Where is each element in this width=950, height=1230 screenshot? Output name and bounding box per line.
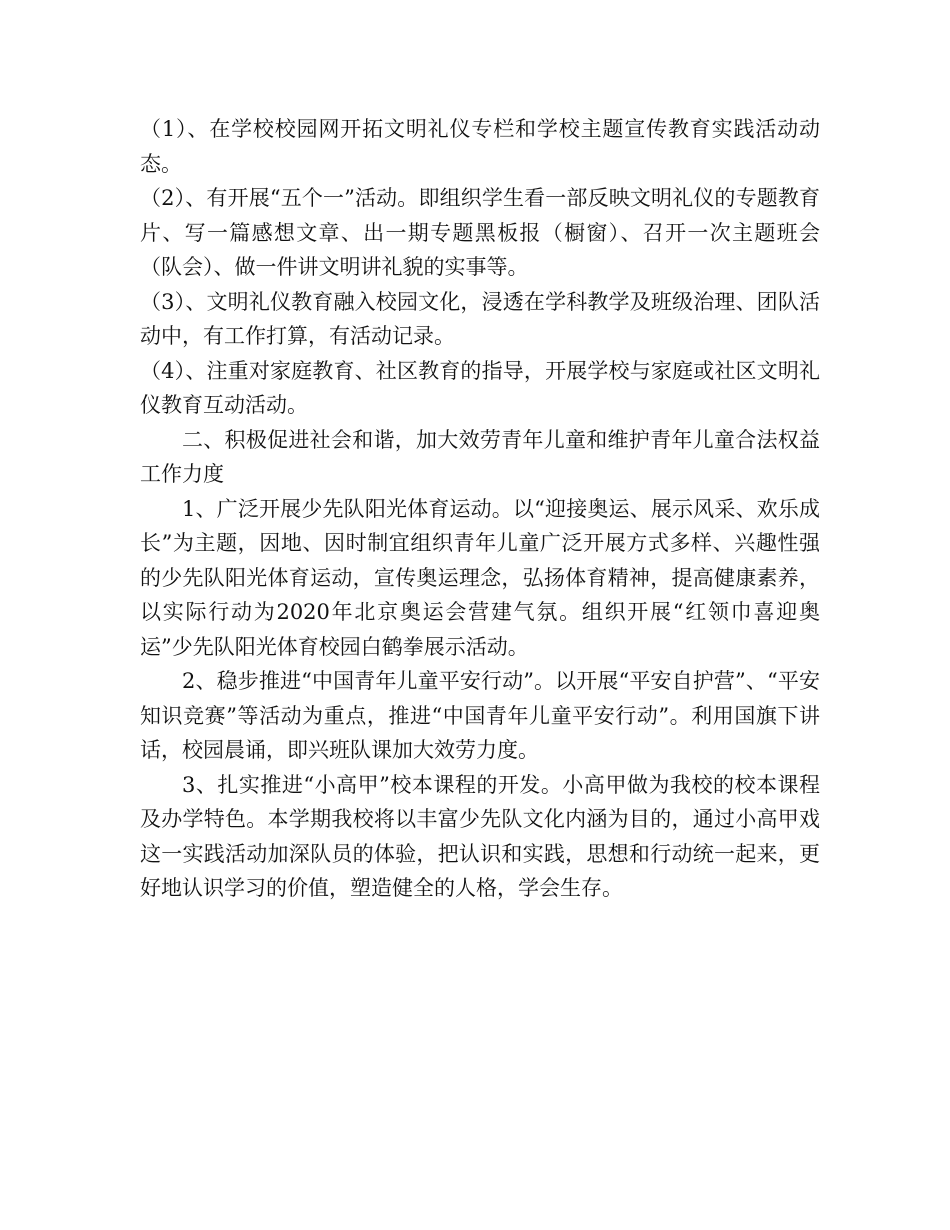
- paragraph-item-2: （2）、有开展“五个一”活动。即组织学生看一部反映文明礼仪的专题教育片、写一篇感想文章、出一期专题黑板报（橱窗）、召开一次主题班会（队会）、做一件讲文明讲礼貌的实事等。: [140, 186, 820, 279]
- paragraph-section-2-3: 3、扎实推进“小高甲”校本课程的开发。小高甲做为我校的校本课程及办学特色。本学期我校将以丰富少先队文化内涵为目的，通过小高甲戏这一实践活动加深队员的体验，把认识和实践，思想和行动统一起来，更好地认识学习的价值，塑造健全的人格，学会生存。: [140, 772, 820, 900]
- section-heading-2: 二、积极促进社会和谐，加大效劳青年儿童和维护青年儿童合法权益工作力度: [140, 427, 820, 486]
- paragraph-section-2-1: 1、广泛开展少先队阳光体育运动。以“迎接奥运、展示风采、欢乐成长”为主题，因地、因时制宜组织青年儿童广泛开展方式多样、兴趣性强的少先队阳光体育运动，宣传奥运理念，弘扬体育精神，提高健康素养，以实际行动为2020年北京奥运会营建气氛。组织开展“红领巾喜迎奥运”少先队阳光体育校园白鹤拳展示活动。: [140, 496, 820, 659]
- paragraph-item-4: （4）、注重对家庭教育、社区教育的指导，开展学校与家庭或社区文明礼仪教育互动活动。: [140, 358, 820, 417]
- paragraph-section-2-2: 2、稳步推进“中国青年儿童平安行动”。以开展“平安自护营”、“平安知识竞赛”等活动为重点，推进“中国青年儿童平安行动”。利用国旗下讲话，校园晨诵，即兴班队课加大效劳力度。: [140, 669, 820, 762]
- paragraph-item-3: （3）、文明礼仪教育融入校园文化，浸透在学科教学及班级治理、团队活动中，有工作打算，有活动记录。: [140, 289, 820, 348]
- paragraph-item-1: （1）、在学校校园网开拓文明礼仪专栏和学校主题宣传教育实践活动动态。: [140, 117, 820, 176]
- document-body: [140, 112, 820, 906]
